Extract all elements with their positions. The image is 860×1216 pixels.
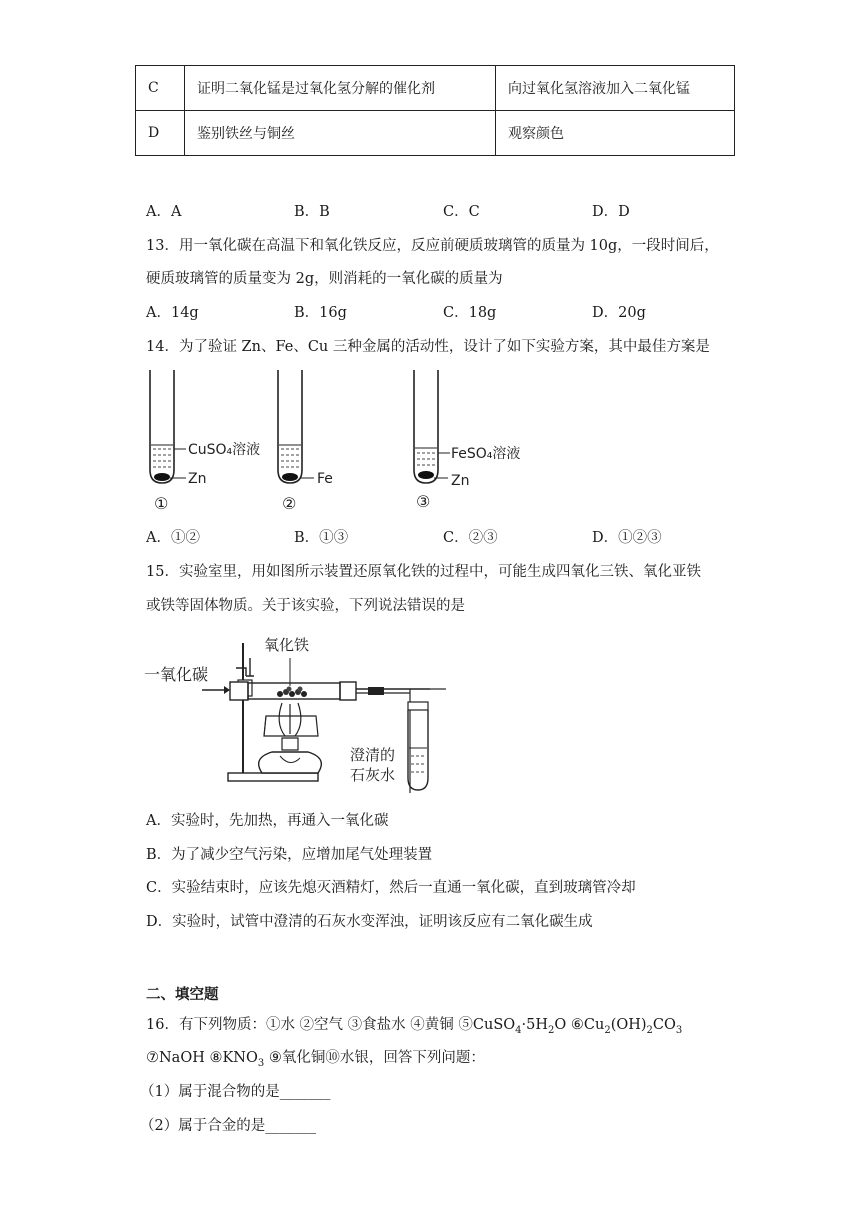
q15-option-a: A．实验时，先加热，再通入一氧化碳 xyxy=(146,813,389,829)
co-inlet-label: 一氧化碳 xyxy=(144,665,209,684)
q15-line1: 15．实验室里，用如图所示装置还原氧化铁的过程中，可能生成四氧化三铁、氧化亚铁 xyxy=(146,564,701,580)
q12-option-c: C．C xyxy=(443,204,480,220)
q13-options xyxy=(146,301,746,323)
lime-water-tube xyxy=(408,702,428,790)
q14-options xyxy=(146,526,746,548)
lime-water-label-2: 石灰水 xyxy=(350,766,396,784)
co-reduction-apparatus xyxy=(140,628,470,798)
q12-option-a: A．A xyxy=(146,204,182,220)
test-tube-1 xyxy=(150,370,260,513)
q12-option-b: B．B xyxy=(294,204,330,220)
tube2-metal-label: Fe xyxy=(317,471,333,487)
q13-option-d: D．20g xyxy=(592,305,646,321)
tube1-metal-label: Zn xyxy=(188,471,207,487)
test-tube-2 xyxy=(278,370,333,513)
q15-option-b: B．为了减少空气污染，应增加尾气处理装置 xyxy=(146,847,433,863)
q14-option-b: B．①③ xyxy=(294,530,349,546)
table-row xyxy=(136,111,735,156)
tube1-solution-label: CuSO₄溶液 xyxy=(188,442,261,458)
table-cell-label: D xyxy=(136,111,185,156)
q12-options xyxy=(146,200,746,222)
tube3-number: ③ xyxy=(416,492,431,511)
tube3-solution-label: FeSO₄溶液 xyxy=(451,446,521,462)
alcohol-lamp xyxy=(259,703,322,773)
test-tubes-figure xyxy=(140,365,560,515)
table-cell-method: 向过氧化氢溶液加入二氧化锰 xyxy=(496,66,735,111)
q15-option-c: C．实验结束时，应该先熄灭酒精灯，然后一直通一氧化碳，直到玻璃管冷却 xyxy=(146,880,636,896)
q16-sub2: （2）属于合金的是_______ xyxy=(140,1118,316,1134)
q14-stem: 14．为了验证 Zn、Fe、Cu 三种金属的活动性，设计了如下实验方案，其中最佳方案是 xyxy=(146,339,710,355)
q15-option-d: D．实验时，试管中澄清的石灰水变浑浊，证明该反应有二氧化碳生成 xyxy=(146,914,593,930)
tube2-number: ② xyxy=(282,494,297,513)
q14-option-d: D．①②③ xyxy=(592,530,662,546)
test-tube-3 xyxy=(414,370,520,511)
q16-line2: ⑦NaOH $⑧KNO_3$ ⑨氧化铜⑩水银，回答下列问题： xyxy=(146,1050,485,1069)
q12-option-d: D．D xyxy=(592,204,630,220)
iron-oxide-label: 氧化铁 xyxy=(264,636,310,654)
lime-water-label-1: 澄清的 xyxy=(350,746,396,764)
q16-sub1: （1）属于混合物的是_______ xyxy=(140,1084,331,1100)
table-row xyxy=(136,66,735,111)
q13-line2: 硬质玻璃管的质量变为 2g，则消耗的一氧化碳的质量为 xyxy=(146,271,503,287)
table-cell-purpose: 证明二氧化锰是过氧化氢分解的催化剂 xyxy=(185,66,496,111)
q15-line2: 或铁等固体物质。关于该实验，下列说法错误的是 xyxy=(146,598,465,614)
q13-line1: 13．用一氧化碳在高温下和氧化铁反应，反应前硬质玻璃管的质量为 10g，一段时间后， xyxy=(146,238,719,254)
tube3-metal-label: Zn xyxy=(451,473,470,489)
table-cell-method: 观察颜色 xyxy=(496,111,735,156)
iron-oxide-sample xyxy=(277,687,307,698)
q13-option-c: C．18g xyxy=(443,305,497,321)
section-title: 二、填空题 xyxy=(146,987,219,1003)
q13-option-b: B．16g xyxy=(294,305,347,321)
q16-line1: 16．有下列物质：①水 ②空气 ③食盐水 ④黄铜 $⑤CuSO_4\cdot 5H_2O$ $⑥Cu_2(OH)_2CO_3$ xyxy=(146,1017,683,1036)
table-cell-purpose: 鉴别铁丝与铜丝 xyxy=(185,111,496,156)
tube1-number: ① xyxy=(154,494,169,513)
table-cell-label: C xyxy=(136,66,185,111)
q14-option-a: A．①② xyxy=(146,530,200,546)
options-table xyxy=(135,65,735,156)
q13-option-a: A．14g xyxy=(146,305,199,321)
q14-option-c: C．②③ xyxy=(443,530,498,546)
